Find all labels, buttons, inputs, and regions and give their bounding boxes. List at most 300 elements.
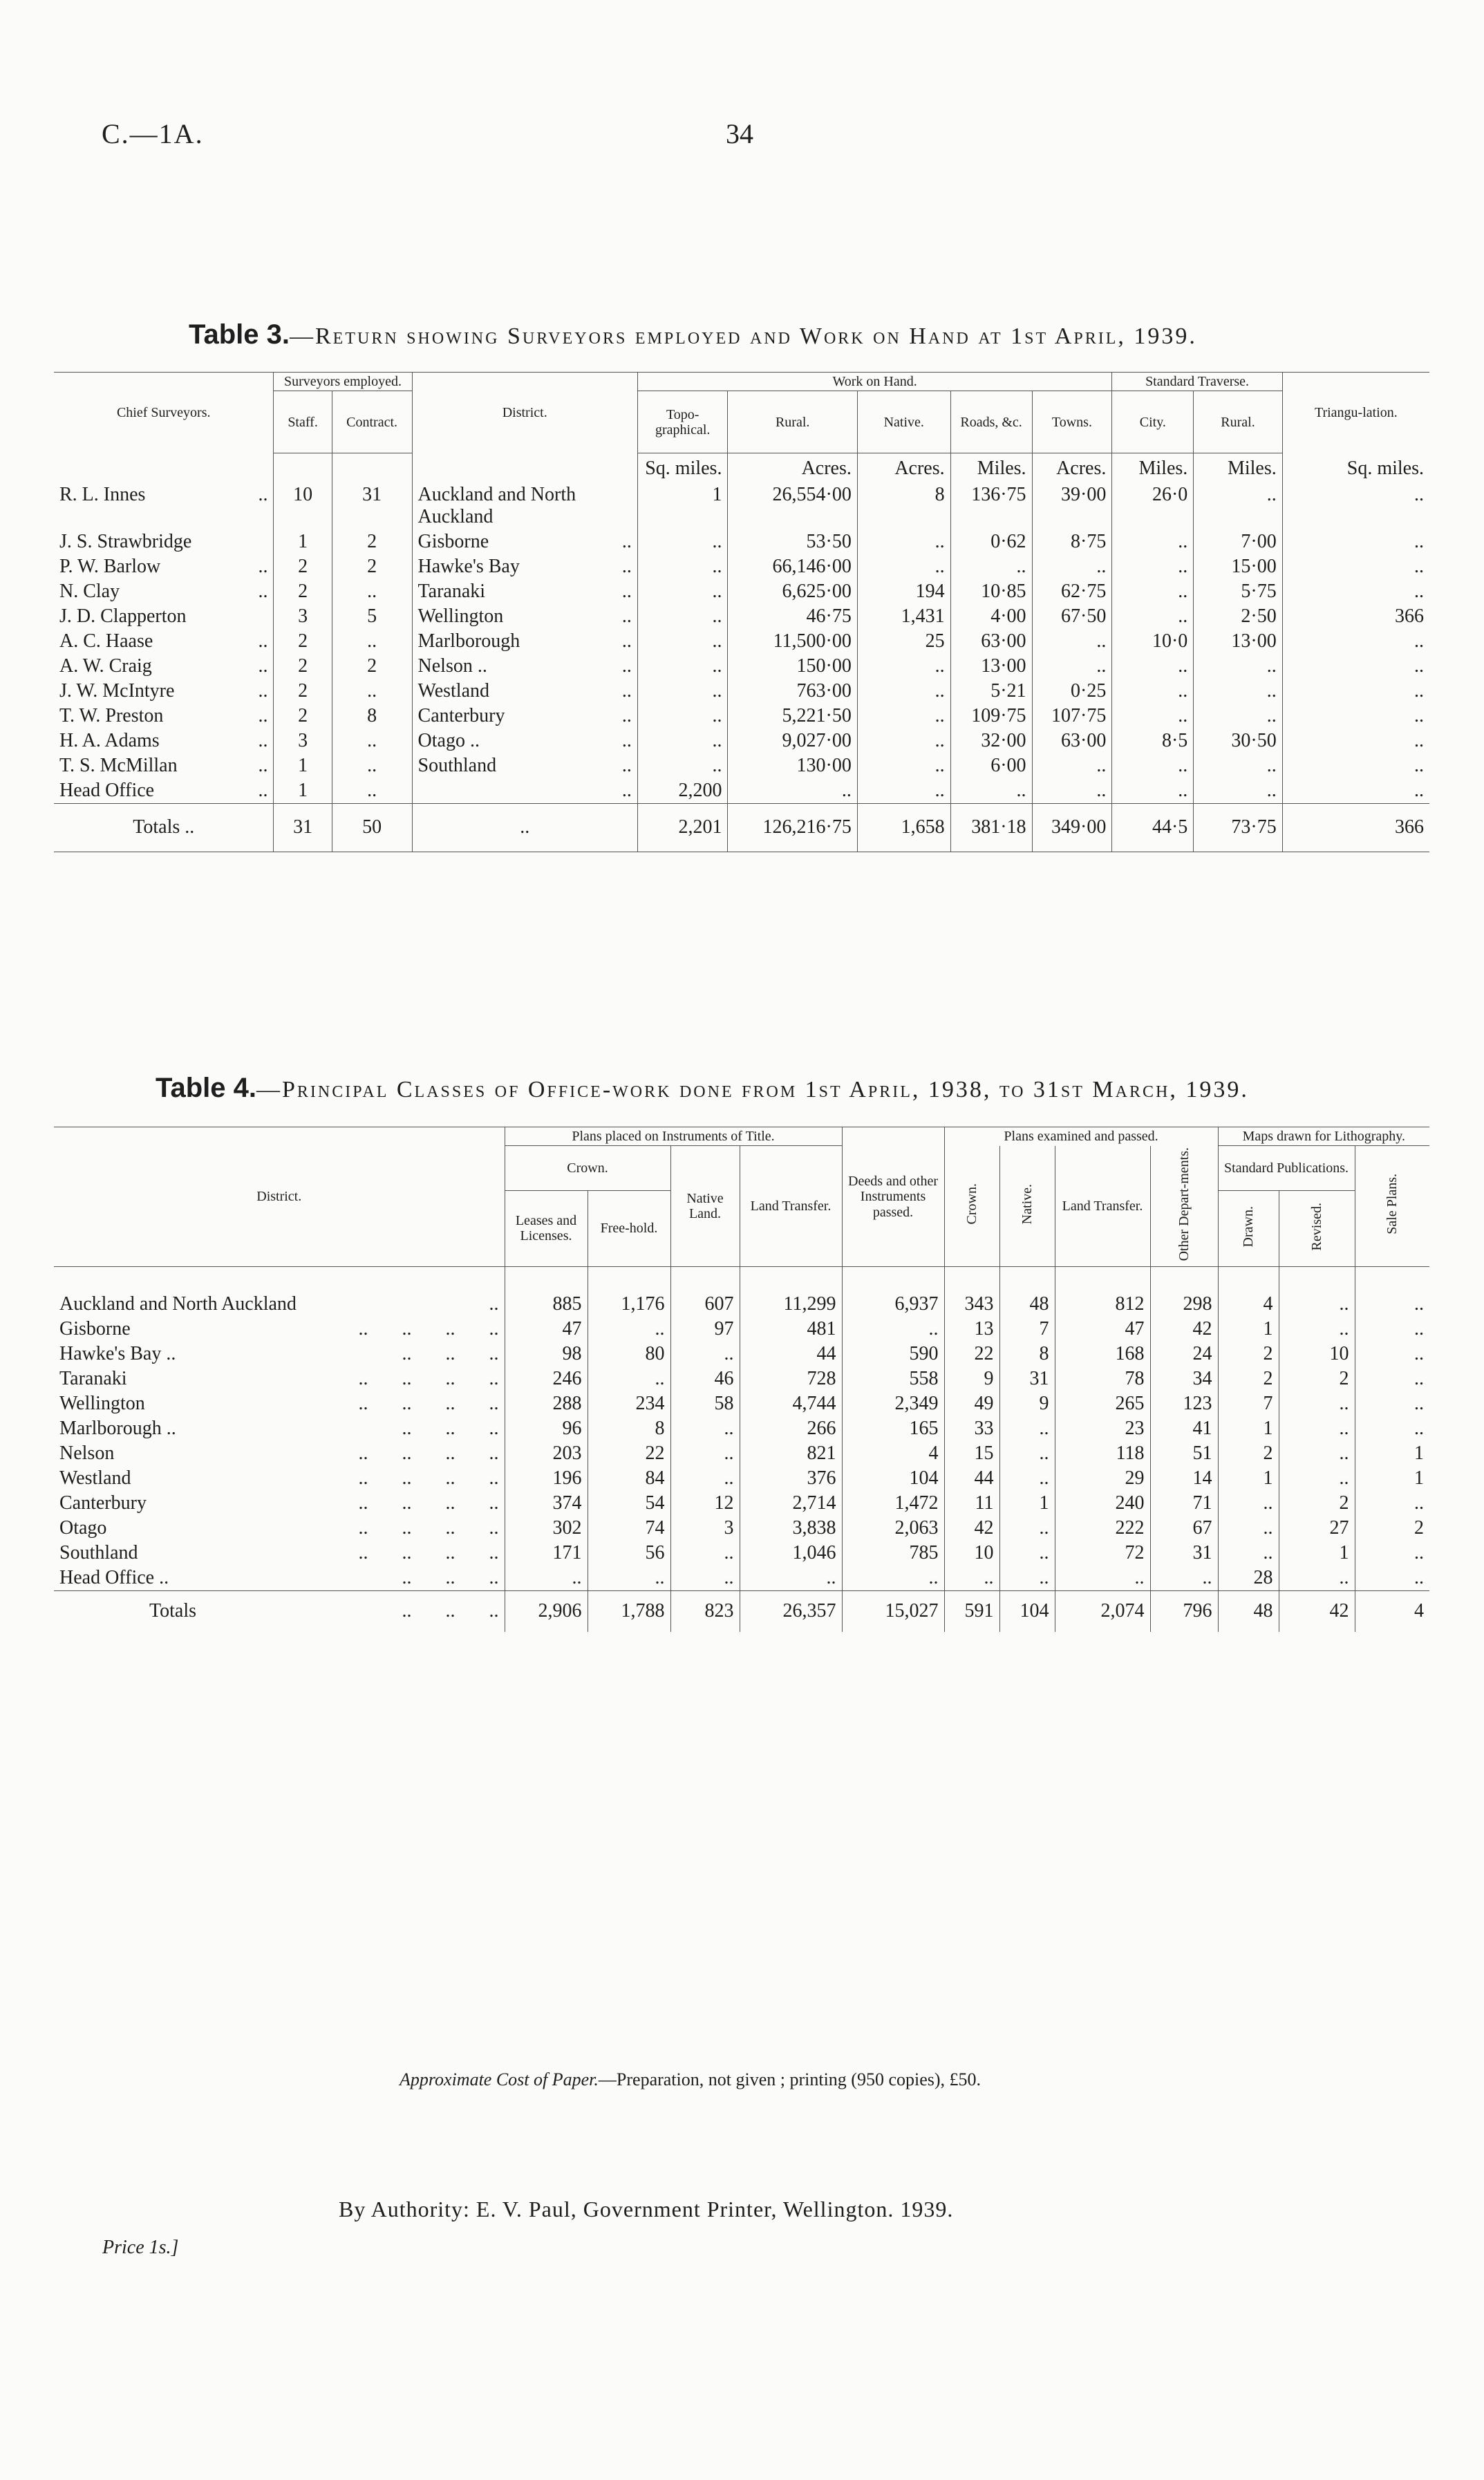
leader-dots: .. .. .. ..: [358, 1541, 499, 1563]
district-cell: [54, 1466, 505, 1491]
contract-cell: ..: [332, 579, 412, 604]
other-cell: 67: [1150, 1516, 1218, 1541]
lt-cell: 728: [740, 1366, 842, 1391]
leader-dots: ..: [621, 555, 632, 577]
district-name: Nelson: [59, 1442, 115, 1464]
district-name: Marlborough: [417, 630, 520, 652]
drawn-cell: 1: [1218, 1416, 1279, 1441]
lt-cell: 266: [740, 1416, 842, 1441]
city-cell: ..: [1112, 753, 1194, 778]
other-cell: 298: [1150, 1292, 1218, 1317]
staff-cell: 3: [274, 729, 332, 753]
native-cell: ..: [857, 753, 950, 778]
deeds-cell: 2,063: [842, 1516, 944, 1541]
elt-cell: 222: [1055, 1516, 1150, 1541]
triangulation-cell: 366: [1282, 803, 1429, 852]
city-cell: ..: [1112, 704, 1194, 729]
elt-cell: 47: [1055, 1317, 1150, 1342]
elt-cell: 23: [1055, 1416, 1150, 1441]
col-standard-publications: Standard Publications.: [1218, 1146, 1355, 1190]
enative-cell: 7: [999, 1317, 1055, 1342]
deeds-cell: 15,027: [842, 1590, 944, 1632]
city-cell: ..: [1112, 778, 1194, 804]
crown-cell: 10: [944, 1541, 999, 1566]
roads-cell: 0·62: [950, 529, 1032, 554]
deeds-cell: ..: [842, 1566, 944, 1591]
chief-name: P. W. Barlow: [59, 555, 161, 577]
authority-line: By Authority: E. V. Paul, Government Printer, Wellington. 1939.: [339, 2197, 954, 2221]
lt-cell: ..: [740, 1566, 842, 1591]
enative-cell: ..: [999, 1441, 1055, 1466]
table-row: [54, 1466, 1429, 1491]
col-ex-crown: Crown.: [944, 1146, 999, 1266]
contract-cell: 2: [332, 529, 412, 554]
other-cell: 31: [1150, 1541, 1218, 1566]
chief-name: J. W. McIntyre: [59, 679, 175, 702]
revised-cell: ..: [1279, 1416, 1355, 1441]
totals-row: [54, 1590, 1429, 1632]
revised-cell: 2: [1279, 1366, 1355, 1391]
col-maps-drawn: Maps drawn for Lithography.: [1218, 1127, 1429, 1146]
unit-cell: Sq. miles.: [1282, 453, 1429, 484]
col-native: Native.: [857, 391, 950, 453]
enative-cell: ..: [999, 1516, 1055, 1541]
triangulation-cell: ..: [1282, 679, 1429, 704]
towns-cell: 107·75: [1032, 704, 1112, 729]
chief-surveyor-cell: [54, 554, 274, 579]
topo-cell: ..: [637, 529, 728, 554]
contract-cell: 31: [332, 484, 412, 529]
rural-cell: 763·00: [728, 679, 857, 704]
leader-dots: .. .. .. ..: [358, 1516, 499, 1539]
spacer-cell: [1218, 1266, 1279, 1292]
chief-name: A. W. Craig: [59, 655, 152, 677]
freehold-cell: 8: [588, 1416, 670, 1441]
elt-cell: 78: [1055, 1366, 1150, 1391]
roads-cell: 6·00: [950, 753, 1032, 778]
revised-cell: ..: [1279, 1391, 1355, 1416]
std-rural-cell: ..: [1194, 778, 1282, 804]
col-plans-examined: Plans examined and passed.: [944, 1127, 1218, 1146]
rural-cell: 5,221·50: [728, 704, 857, 729]
native-cell: ..: [857, 654, 950, 679]
std-rural-cell: ..: [1194, 753, 1282, 778]
price: Price 1s.]: [102, 2237, 179, 2258]
sale-cell: 4: [1355, 1590, 1429, 1632]
staff-cell: 2: [274, 679, 332, 704]
leader-dots: ..: [258, 630, 268, 652]
freehold-cell: 1,788: [588, 1590, 670, 1632]
district-cell: [412, 753, 637, 778]
cost-note: [400, 2069, 981, 2090]
district-name: Hawke's Bay ..: [59, 1342, 176, 1364]
document-reference: C.—1A.: [102, 118, 204, 149]
leader-dots: ..: [621, 655, 632, 677]
native-cell: ..: [670, 1541, 740, 1566]
col-revised: Revised.: [1279, 1190, 1355, 1266]
sale-cell: ..: [1355, 1317, 1429, 1342]
chief-surveyor-cell: [54, 629, 274, 654]
native-cell: ..: [857, 529, 950, 554]
revised-cell: ..: [1279, 1441, 1355, 1466]
col-contract: Contract.: [332, 391, 412, 453]
leases-cell: 203: [505, 1441, 588, 1466]
std-rural-cell: 7·00: [1194, 529, 1282, 554]
lt-cell: 376: [740, 1466, 842, 1491]
lt-cell: 821: [740, 1441, 842, 1466]
district-name: Otago ..: [417, 729, 480, 751]
triangulation-cell: ..: [1282, 654, 1429, 679]
revised-cell: 42: [1279, 1590, 1355, 1632]
chief-surveyor-cell: [54, 484, 274, 529]
sale-cell: 1: [1355, 1441, 1429, 1466]
crown-cell: 15: [944, 1441, 999, 1466]
drawn-cell: 2: [1218, 1366, 1279, 1391]
col-ex-land-transfer: Land Transfer.: [1055, 1146, 1150, 1266]
triangulation-cell: ..: [1282, 554, 1429, 579]
topo-cell: ..: [637, 604, 728, 629]
towns-cell: ..: [1032, 753, 1112, 778]
col-native-land: Native Land.: [670, 1146, 740, 1266]
table-row: [54, 1391, 1429, 1416]
topo-cell: ..: [637, 579, 728, 604]
col-plans-placed: Plans placed on Instruments of Title.: [505, 1127, 842, 1146]
drawn-cell: 4: [1218, 1292, 1279, 1317]
col-freehold: Free-hold.: [588, 1190, 670, 1266]
district-cell: [54, 1541, 505, 1566]
leader-dots: ..: [621, 729, 632, 751]
crown-cell: 11: [944, 1491, 999, 1516]
native-cell: ..: [670, 1466, 740, 1491]
native-cell: ..: [857, 704, 950, 729]
rural-cell: 126,216·75: [728, 803, 857, 852]
freehold-cell: ..: [588, 1566, 670, 1591]
deeds-cell: 1,472: [842, 1491, 944, 1516]
chief-name: R. L. Innes: [59, 483, 146, 505]
freehold-cell: ..: [588, 1366, 670, 1391]
city-cell: 26·0: [1112, 484, 1194, 529]
chief-surveyor-cell: [54, 679, 274, 704]
city-cell: ..: [1112, 529, 1194, 554]
lt-cell: 481: [740, 1317, 842, 1342]
district-cell: [412, 554, 637, 579]
table-row: [54, 604, 1429, 629]
table-row: [54, 1441, 1429, 1466]
revised-cell: 2: [1279, 1491, 1355, 1516]
chief-surveyor-cell: [54, 753, 274, 778]
col-city: City.: [1112, 391, 1194, 453]
staff-cell: 2: [274, 654, 332, 679]
native-cell: 607: [670, 1292, 740, 1317]
district-name: Totals: [149, 1600, 197, 1622]
deeds-cell: 2,349: [842, 1391, 944, 1416]
rural-cell: 26,554·00: [728, 484, 857, 529]
table-row: [54, 1566, 1429, 1591]
spacer-cell: [1150, 1266, 1218, 1292]
lt-cell: 11,299: [740, 1292, 842, 1317]
triangulation-cell: ..: [1282, 778, 1429, 804]
std-rural-cell: ..: [1194, 484, 1282, 529]
sale-cell: ..: [1355, 1391, 1429, 1416]
deeds-cell: 590: [842, 1342, 944, 1366]
crown-cell: 9: [944, 1366, 999, 1391]
sale-cell: ..: [1355, 1491, 1429, 1516]
topo-cell: ..: [637, 753, 728, 778]
city-cell: ..: [1112, 579, 1194, 604]
rural-cell: 46·75: [728, 604, 857, 629]
city-cell: 10·0: [1112, 629, 1194, 654]
spacer-cell: [1355, 1266, 1429, 1292]
staff-cell: 2: [274, 629, 332, 654]
towns-cell: ..: [1032, 654, 1112, 679]
drawn-cell: 1: [1218, 1317, 1279, 1342]
elt-cell: 240: [1055, 1491, 1150, 1516]
topo-cell: ..: [637, 729, 728, 753]
leader-dots: ..: [621, 679, 632, 702]
col-topographical: Topo-graphical.: [637, 391, 728, 453]
leader-dots: .. .. .. ..: [358, 1442, 499, 1464]
city-cell: ..: [1112, 654, 1194, 679]
district-cell: [54, 1491, 505, 1516]
topo-cell: ..: [637, 629, 728, 654]
contract-cell: 2: [332, 554, 412, 579]
unit-cell: Miles.: [1112, 453, 1194, 484]
sale-cell: ..: [1355, 1566, 1429, 1591]
table-row: [54, 1366, 1429, 1391]
district-cell: ..: [412, 803, 637, 852]
district-cell: [54, 1342, 505, 1366]
col-district: District.: [412, 373, 637, 453]
leases-cell: 885: [505, 1292, 588, 1317]
leases-cell: 171: [505, 1541, 588, 1566]
unit-cell: Miles.: [1194, 453, 1282, 484]
roads-cell: ..: [950, 554, 1032, 579]
enative-cell: 48: [999, 1292, 1055, 1317]
leader-dots: ..: [621, 605, 632, 627]
triangulation-cell: ..: [1282, 484, 1429, 529]
drawn-cell: 7: [1218, 1391, 1279, 1416]
rural-cell: 66,146·00: [728, 554, 857, 579]
table-row: [54, 579, 1429, 604]
staff-cell: 10: [274, 484, 332, 529]
district-name: Taranaki: [59, 1367, 127, 1389]
roads-cell: ..: [950, 778, 1032, 804]
topo-cell: ..: [637, 679, 728, 704]
district-cell: [412, 778, 637, 804]
other-cell: 71: [1150, 1491, 1218, 1516]
col-std-rural: Rural.: [1194, 391, 1282, 453]
other-cell: 796: [1150, 1590, 1218, 1632]
district-name: Otago: [59, 1516, 107, 1539]
table-row: [54, 1541, 1429, 1566]
roads-cell: 32·00: [950, 729, 1032, 753]
district-cell: [412, 529, 637, 554]
table-row: [54, 753, 1429, 778]
district-name: Auckland and North Auckland: [417, 483, 576, 527]
leader-dots: .. .. .. ..: [358, 1467, 499, 1489]
std-rural-cell: 30·50: [1194, 729, 1282, 753]
triangulation-cell: 366: [1282, 604, 1429, 629]
contract-cell: 50: [332, 803, 412, 852]
col-towns: Towns.: [1032, 391, 1112, 453]
sale-cell: 2: [1355, 1516, 1429, 1541]
spacer-cell: [944, 1266, 999, 1292]
other-cell: 34: [1150, 1366, 1218, 1391]
staff-cell: 2: [274, 554, 332, 579]
chief-name: A. C. Haase: [59, 630, 153, 652]
col-deeds: Deeds and other Instruments passed.: [842, 1127, 944, 1267]
sale-cell: ..: [1355, 1416, 1429, 1441]
col-roads: Roads, &c.: [950, 391, 1032, 453]
col-surveyors-employed: Surveyors employed.: [274, 373, 412, 391]
district-cell: [412, 679, 637, 704]
leases-cell: 246: [505, 1366, 588, 1391]
crown-cell: 343: [944, 1292, 999, 1317]
elt-cell: 265: [1055, 1391, 1150, 1416]
deeds-cell: 165: [842, 1416, 944, 1441]
native-cell: ..: [670, 1416, 740, 1441]
totals-label: Totals ..: [54, 803, 274, 852]
revised-cell: 27: [1279, 1516, 1355, 1541]
drawn-cell: 1: [1218, 1466, 1279, 1491]
chief-surveyor-cell: [54, 654, 274, 679]
table-row: [54, 1416, 1429, 1441]
rural-cell: 11,500·00: [728, 629, 857, 654]
native-cell: ..: [857, 554, 950, 579]
col-ex-native: Native.: [999, 1146, 1055, 1266]
leader-dots: ..: [258, 754, 268, 776]
district-cell: [412, 629, 637, 654]
city-cell: ..: [1112, 679, 1194, 704]
leader-dots: ..: [621, 779, 632, 801]
chief-surveyor-cell: [54, 579, 274, 604]
leader-dots: ..: [621, 530, 632, 552]
totals-row: [54, 803, 1429, 852]
roads-cell: 109·75: [950, 704, 1032, 729]
table-row: [54, 1342, 1429, 1366]
sale-cell: ..: [1355, 1541, 1429, 1566]
elt-cell: ..: [1055, 1566, 1150, 1591]
district-name: Hawke's Bay: [417, 555, 520, 577]
freehold-cell: 1,176: [588, 1292, 670, 1317]
district-name: Southland: [417, 754, 497, 776]
cost-text: —Preparation, not given ; printing (950 copies), £50.: [598, 2069, 981, 2089]
elt-cell: 2,074: [1055, 1590, 1150, 1632]
city-cell: 8·5: [1112, 729, 1194, 753]
sale-cell: ..: [1355, 1292, 1429, 1317]
topo-cell: ..: [637, 654, 728, 679]
leases-cell: ..: [505, 1566, 588, 1591]
leases-cell: 98: [505, 1342, 588, 1366]
std-rural-cell: 5·75: [1194, 579, 1282, 604]
chief-name: H. A. Adams: [59, 729, 160, 751]
crown-cell: 22: [944, 1342, 999, 1366]
col-staff: Staff.: [274, 391, 332, 453]
table4: [54, 1127, 1429, 1632]
staff-cell: 1: [274, 529, 332, 554]
table-row: [54, 679, 1429, 704]
towns-cell: 8·75: [1032, 529, 1112, 554]
enative-cell: 104: [999, 1590, 1055, 1632]
rural-cell: 53·50: [728, 529, 857, 554]
deeds-cell: 104: [842, 1466, 944, 1491]
leader-dots: ..: [621, 754, 632, 776]
std-rural-cell: ..: [1194, 654, 1282, 679]
other-cell: 51: [1150, 1441, 1218, 1466]
staff-cell: 1: [274, 778, 332, 804]
rural-cell: 6,625·00: [728, 579, 857, 604]
contract-cell: ..: [332, 729, 412, 753]
rural-cell: 9,027·00: [728, 729, 857, 753]
native-cell: ..: [857, 729, 950, 753]
enative-cell: ..: [999, 1541, 1055, 1566]
district-cell: [412, 484, 637, 529]
drawn-cell: ..: [1218, 1516, 1279, 1541]
district-cell: [412, 704, 637, 729]
enative-cell: 8: [999, 1342, 1055, 1366]
leader-dots: ..: [258, 729, 268, 751]
leases-cell: 47: [505, 1317, 588, 1342]
topo-cell: ..: [637, 554, 728, 579]
contract-cell: ..: [332, 679, 412, 704]
leader-dots: ..: [258, 580, 268, 602]
leader-dots: .. .. ..: [402, 1566, 499, 1588]
crown-cell: 33: [944, 1416, 999, 1441]
leases-cell: 96: [505, 1416, 588, 1441]
enative-cell: 31: [999, 1366, 1055, 1391]
table-row: [54, 704, 1429, 729]
revised-cell: ..: [1279, 1292, 1355, 1317]
leader-dots: .. .. ..: [402, 1417, 499, 1439]
district-name: Southland: [59, 1541, 138, 1563]
freehold-cell: ..: [588, 1317, 670, 1342]
spacer-cell: [54, 1266, 505, 1292]
leases-cell: 302: [505, 1516, 588, 1541]
native-cell: ..: [857, 679, 950, 704]
leader-dots: ..: [258, 704, 268, 726]
roads-cell: 136·75: [950, 484, 1032, 529]
contract-cell: ..: [332, 778, 412, 804]
staff-cell: 2: [274, 704, 332, 729]
contract-cell: 5: [332, 604, 412, 629]
table-row: [54, 1491, 1429, 1516]
district-cell: [54, 1391, 505, 1416]
crown-cell: ..: [944, 1566, 999, 1591]
towns-cell: 349·00: [1032, 803, 1112, 852]
revised-cell: ..: [1279, 1466, 1355, 1491]
district-cell: [54, 1317, 505, 1342]
freehold-cell: 84: [588, 1466, 670, 1491]
spacer-cell: [999, 1266, 1055, 1292]
topo-cell: 2,201: [637, 803, 728, 852]
lt-cell: 1,046: [740, 1541, 842, 1566]
triangulation-cell: ..: [1282, 529, 1429, 554]
revised-cell: 10: [1279, 1342, 1355, 1366]
native-cell: 8: [857, 484, 950, 529]
contract-cell: ..: [332, 629, 412, 654]
crown-cell: 44: [944, 1466, 999, 1491]
std-rural-cell: ..: [1194, 704, 1282, 729]
district-name: Westland: [417, 679, 490, 702]
staff-cell: 1: [274, 753, 332, 778]
freehold-cell: 74: [588, 1516, 670, 1541]
native-cell: ..: [670, 1342, 740, 1366]
lt-cell: 44: [740, 1342, 842, 1366]
triangulation-cell: ..: [1282, 629, 1429, 654]
std-rural-cell: 13·00: [1194, 629, 1282, 654]
district-name: Canterbury: [417, 704, 505, 726]
col-leases: Leases and Licenses.: [505, 1190, 588, 1266]
